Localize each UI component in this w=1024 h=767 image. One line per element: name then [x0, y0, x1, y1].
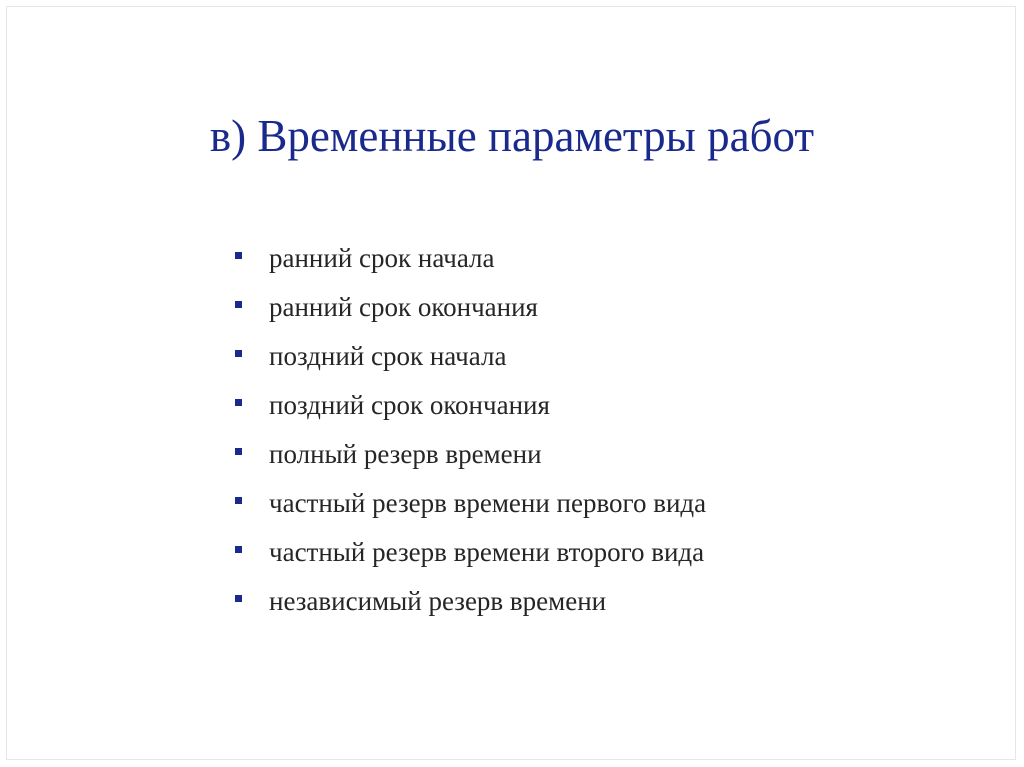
list-item-label: ранний срок окончания: [269, 292, 538, 322]
list-item-label: поздний срок окончания: [269, 390, 550, 420]
square-bullet-icon: [235, 497, 242, 504]
list-item-label: ранний срок начала: [269, 243, 495, 273]
list-item-label: частный резерв времени второго вида: [269, 537, 705, 567]
list-item-label: поздний срок начала: [269, 341, 507, 371]
slide-title: в) Временные параметры работ: [209, 111, 815, 161]
square-bullet-icon: [235, 301, 242, 308]
square-bullet-icon: [235, 595, 242, 602]
list-item-label: частный резерв времени первого вида: [269, 488, 707, 518]
square-bullet-icon: [235, 546, 242, 553]
square-bullet-icon: [235, 448, 242, 455]
square-bullet-icon: [235, 399, 242, 406]
square-bullet-icon: [235, 350, 242, 357]
square-bullet-icon: [235, 252, 242, 259]
list-item-label: независимый резерв времени: [269, 586, 607, 616]
list-item-label: полный резерв времени: [269, 439, 542, 469]
